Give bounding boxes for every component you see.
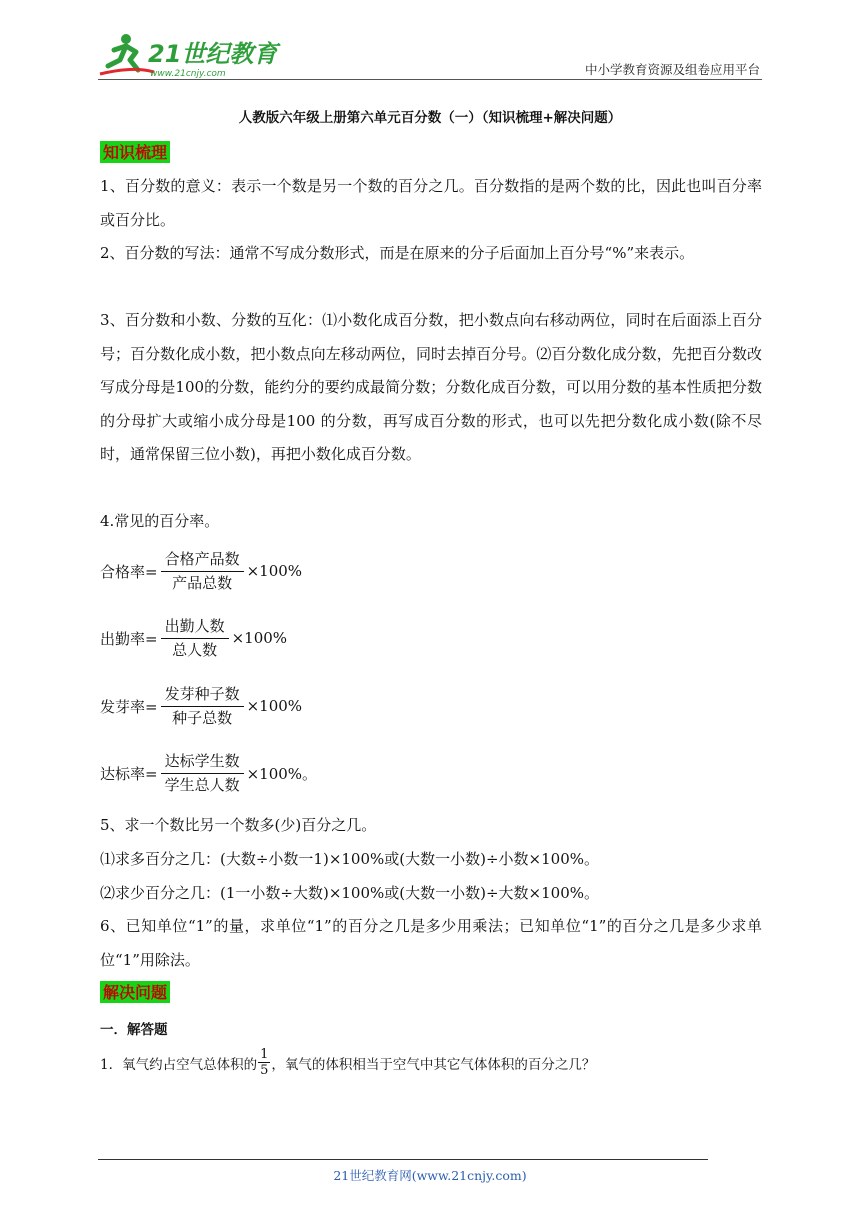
section-heading-label: 知识梳理 (100, 141, 170, 163)
formula-lhs: 发芽率= (100, 697, 158, 716)
formula-lhs: 达标率= (100, 764, 158, 783)
footer-link[interactable]: 21世纪教育网(www.21cnjy.com) (333, 1168, 527, 1183)
formula-rhs: ×100% (246, 562, 303, 580)
point-5-part-1: ⑴求多百分之几：(大数÷小数一1)×100%或(大数一小数)÷小数×100%。 (100, 850, 599, 868)
question-text-before: 1．氧气约占空气总体积的 (100, 1056, 258, 1073)
formula-pass-rate (100, 546, 302, 596)
question-1 (100, 1047, 595, 1078)
fraction-denominator: 5 (260, 1063, 269, 1078)
question-text-after: ，氧气的体积相当于空气中其它气体体积的百分之几？ (271, 1056, 596, 1073)
header-divider (98, 79, 762, 80)
point-5-part-2: ⑵求少百分之几：(1一小数÷大数)×100%或(大数一小数)÷大数×100%。 (100, 884, 599, 902)
fraction-numerator: 发芽种子数 (161, 685, 244, 707)
fraction-numerator: 出勤人数 (161, 617, 229, 639)
fraction-numerator: 1 (260, 1047, 269, 1062)
point-2: 2、百分数的写法：通常不写成分数形式，而是在原来的分子后面加上百分号“%”来表示。 (100, 244, 695, 262)
formula-rhs: ×100% (246, 697, 303, 715)
section-heading-knowledge (100, 140, 170, 163)
fraction-denominator: 学生总人数 (164, 775, 240, 794)
footer-divider (98, 1159, 708, 1160)
section-heading-label: 解决问题 (100, 981, 170, 1003)
site-tagline: 中小学教育资源及组卷应用平台 (584, 62, 760, 77)
formula-germination-rate (100, 681, 302, 731)
site-logo (92, 30, 278, 80)
runner-logo-icon (92, 30, 278, 80)
formula-attendance-rate (100, 613, 287, 663)
subsection-heading: 一．解答题 (100, 1022, 168, 1038)
point-3: 3、百分数和小数、分数的互化：⑴小数化成百分数，把小数点向右移动两位，同时在后面添上百分号；百分数化成小数，把小数点向左移动两位，同时去掉百分号。⑵百分数化成分数，先把百分数改写成分母是100的分数，能约分的要约成最简分数；分数化成百分数，可以用分数的基本性质把分数的分母扩大或缩小成分母是100 的分数，再写成百分数的形式，也可以先把分数化成小数(除不尽时，通常保留三位小数)，再把小数化成百分数。 (100, 311, 762, 463)
fraction-denominator: 产品总数 (172, 573, 233, 592)
point-4: 4.常见的百分率。 (100, 512, 220, 530)
document-title: 人教版六年级上册第六单元百分数（一）（知识梳理+解决问题） (238, 110, 622, 126)
formula-compliance-rate (100, 748, 317, 798)
svg-text:www.21cnjy.com: www.21cnjy.com (150, 69, 226, 79)
formula-lhs: 合格率= (100, 562, 158, 581)
formula-fraction (161, 550, 244, 593)
formula-fraction (161, 617, 229, 660)
formula-rhs: ×100% (231, 629, 288, 647)
question-fraction (258, 1047, 270, 1078)
fraction-denominator: 总人数 (172, 640, 218, 659)
formula-fraction (161, 685, 244, 728)
point-1: 1、百分数的意义：表示一个数是另一个数的百分之几。百分数指的是两个数的比，因此也叫百分率或百分比。 (100, 177, 762, 229)
point-6: 6、已知单位“1”的量，求单位“1”的百分之几是多少用乘法；已知单位“1”的百分之几是多少求单位“1”用除法。 (100, 917, 762, 969)
formula-fraction (161, 752, 244, 795)
fraction-numerator: 达标学生数 (161, 752, 244, 774)
fraction-denominator: 种子总数 (172, 708, 233, 727)
formula-rhs: ×100%。 (246, 764, 318, 783)
formula-lhs: 出勤率= (100, 629, 158, 648)
section-heading-problems (100, 980, 170, 1003)
svg-text:21世纪教育: 21世纪教育 (148, 40, 278, 68)
point-5: 5、求一个数比另一个数多(少)百分之几。 (100, 816, 377, 834)
fraction-numerator: 合格产品数 (161, 550, 244, 572)
